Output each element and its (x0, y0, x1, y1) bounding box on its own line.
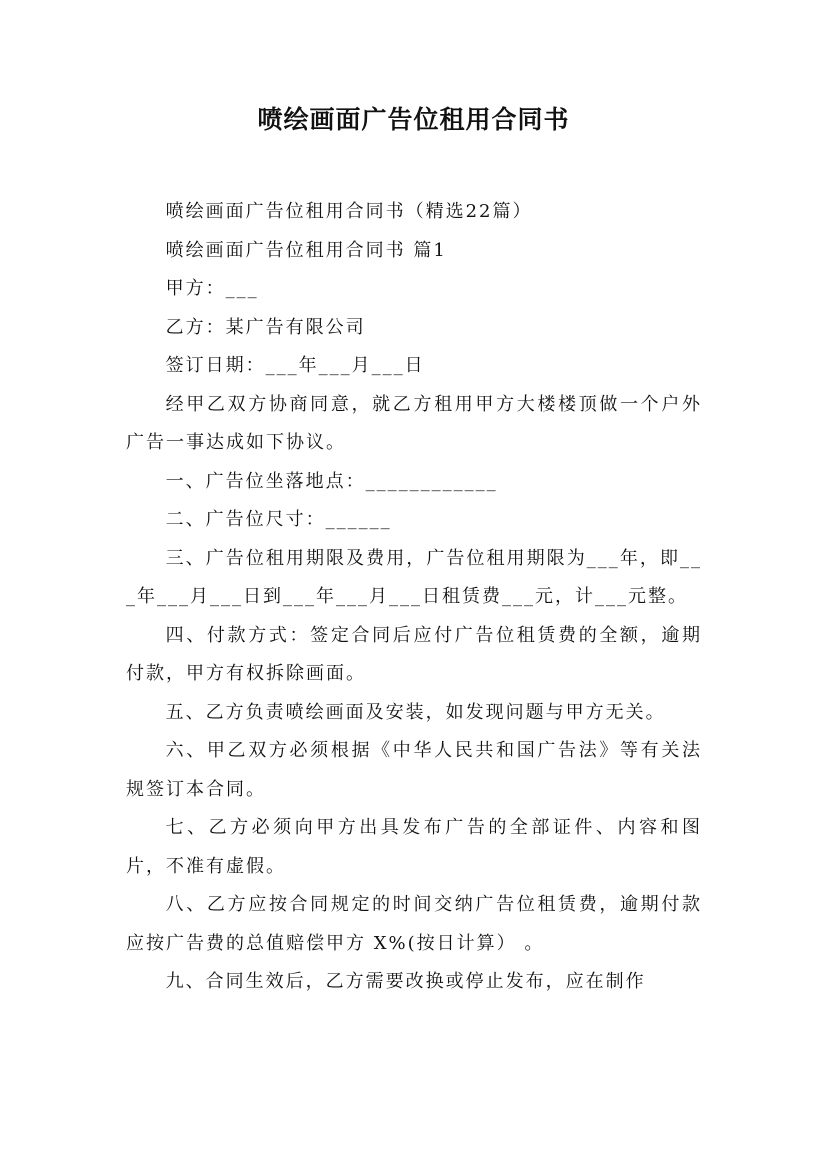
paragraph-clause-8: 八、乙方应按合同规定的时间交纳广告位租赁费，逾期付款应按广告费的总值赔偿甲方 X%(按日计算） 。 (126, 894, 702, 954)
paragraph-intro: 经甲乙双方协商同意，就乙方租用甲方大楼楼顶做一个户外广告一事达成如下协议。 (126, 393, 702, 453)
document-title: 喷绘画面广告位租用合同书 (257, 105, 570, 134)
paragraph-clause-3: 三、广告位租用期限及费用，广告位租用期限为___年，即___年___月___日到___年___月___日租赁费___元，计___元整。 (126, 547, 702, 607)
paragraph-subtitle: 喷绘画面广告位租用合同书（精选22篇） (165, 201, 533, 222)
paragraph-party-a: 甲方：___ (165, 278, 259, 299)
paragraph-clause-1: 一、广告位坐落地点：____________ (165, 470, 498, 492)
paragraph-clause-2: 二、广告位尺寸：______ (165, 509, 392, 530)
paragraph-clause-9: 九、合同生效后，乙方需要改换或停止发布，应在制作 (165, 971, 646, 992)
paragraph-clause-6: 六、甲乙双方必须根据《中华人民共和国广告法》等有关法规签订本合同。 (126, 740, 702, 800)
paragraph-clause-7: 七、乙方必须向甲方出具发布广告的全部证件、内容和图片，不准有虚假。 (126, 817, 702, 877)
paragraph-sign-date: 签订日期：___年___月___日 (165, 355, 425, 376)
paragraph-party-b: 乙方：某广告有限公司 (165, 316, 366, 338)
paragraph-clause-5: 五、乙方负责喷绘画面及安装，如发现问题与甲方无关。 (165, 701, 666, 723)
paragraph-section-heading: 喷绘画面广告位租用合同书 篇1 (165, 239, 447, 261)
paragraph-clause-4: 四、付款方式：签定合同后应付广告位租赁费的全额，逾期付款，甲方有权拆除画面。 (126, 624, 702, 684)
document-body (126, 193, 702, 1002)
